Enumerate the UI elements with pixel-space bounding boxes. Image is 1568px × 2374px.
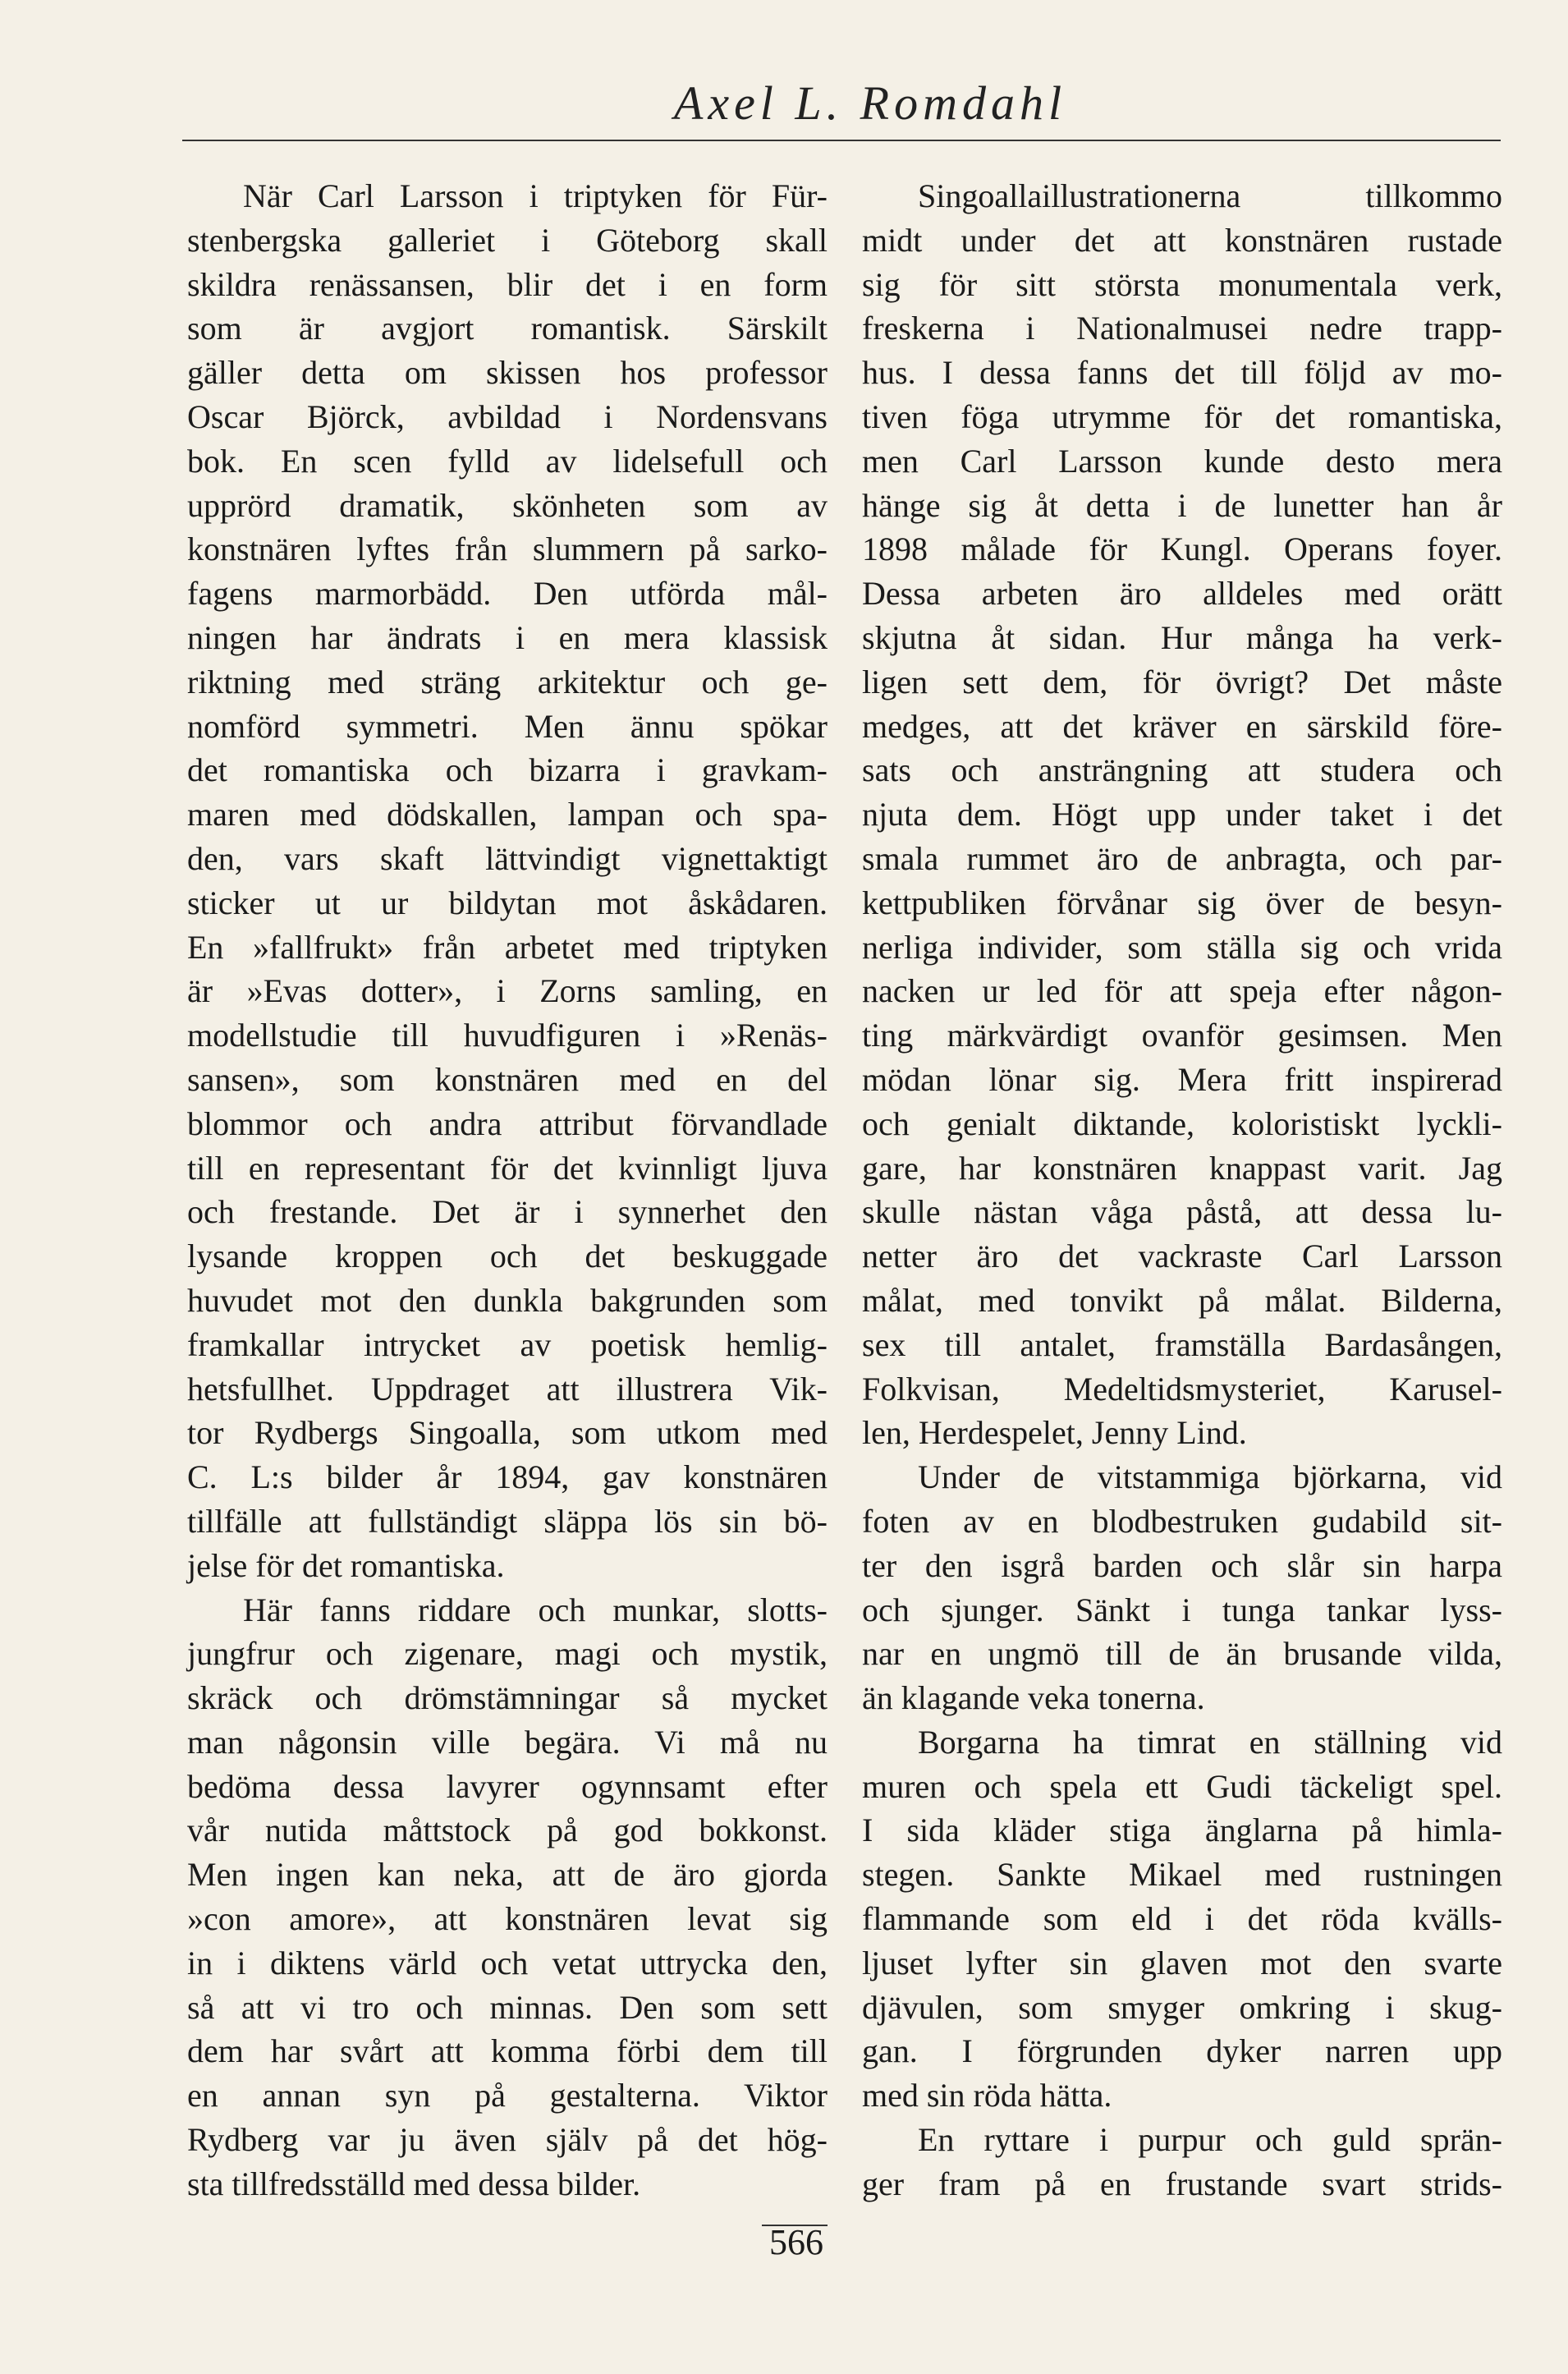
text-line: nar en ungmö till de än brusande vilda,: [862, 1635, 1502, 1673]
text-line: så att vi tro och minnas. Den som sett: [187, 1988, 828, 2026]
text-line: len, Herdespelet, Jenny Lind.: [862, 1414, 1247, 1452]
running-header: Axel L. Romdahl: [673, 76, 1067, 130]
text-line: blommor och andra attribut förvandlade: [187, 1104, 828, 1142]
text-line: tor Rydbergs Singoalla, som utkom med: [187, 1414, 828, 1452]
text-line: och sjunger. Sänkt i tunga tankar lyss-: [862, 1591, 1502, 1628]
text-line: lysande kroppen och det beskuggade: [187, 1238, 828, 1275]
text-line: ger fram på en frustande svart strids-: [862, 2165, 1502, 2202]
text-line: modellstudie till huvudfiguren i »Renäs-: [187, 1017, 828, 1054]
text-line: bok. En scen fylld av lidelsefull och: [187, 442, 828, 480]
text-line: den, vars skaft lättvindigt vignettaktigt: [187, 839, 828, 877]
text-line: C. L:s bilder år 1894, gav konstnären: [187, 1458, 828, 1496]
page-number: 566: [769, 2222, 823, 2262]
text-line: När Carl Larsson i triptyken för Für-: [243, 177, 828, 214]
text-line: hänge sig åt detta i de lunetter han år: [862, 486, 1502, 524]
text-line: tillfälle att fullständigt släppa lös sin bö-: [187, 1502, 828, 1540]
text-line: och genialt diktande, koloristiskt lyckli-: [862, 1104, 1502, 1142]
text-line: ter den isgrå barden och slår sin harpa: [862, 1546, 1502, 1584]
text-line: Singoallaillustrationerna tillkommo: [918, 177, 1502, 214]
left-column: [187, 174, 828, 2206]
text-line: Men ingen kan neka, att de äro gjorda: [187, 1856, 828, 1894]
text-line: sticker ut ur bildytan mot åskådaren.: [187, 884, 828, 921]
text-line: djävulen, som smyger omkring i skug-: [862, 1988, 1502, 2026]
text-line: muren och spela ett Gudi täckeligt spel.: [862, 1767, 1502, 1805]
text-line: flammande som eld i det röda kvälls-: [862, 1900, 1502, 1938]
text-line: I sida kläder stiga änglarna på himla-: [862, 1811, 1502, 1849]
text-line: Dessa arbeten äro alldeles med orätt: [862, 575, 1502, 613]
text-line: gäller detta om skissen hos professor: [187, 354, 828, 392]
text-line: som är avgjort romantisk. Särskilt: [187, 310, 828, 347]
text-line: smala rummet äro de anbragta, och par-: [862, 839, 1502, 877]
text-line: skräck och drömstämningar så mycket: [187, 1679, 828, 1717]
text-line: freskerna i Nationalmusei nedre trapp-: [862, 310, 1502, 347]
text-line: sex till antalet, framställa Bardasången,: [862, 1325, 1502, 1363]
text-line: hetsfullhet. Uppdraget att illustrera Vik-: [187, 1370, 828, 1407]
text-line: hus. I dessa fanns det till följd av mo-: [862, 354, 1502, 392]
text-line: riktning med sträng arkitektur och ge-: [187, 663, 828, 700]
text-line: Folkvisan, Medeltidsmysteriet, Karusel-: [862, 1370, 1502, 1407]
text-line: En »fallfrukt» från arbetet med triptyken: [187, 928, 828, 966]
text-line: Rydberg var ju även själv på det hög-: [187, 2121, 828, 2159]
text-line: är »Evas dotter», i Zorns samling, en: [187, 972, 828, 1010]
text-line: skildra renässansen, blir det i en form: [187, 265, 828, 303]
text-line: nerliga individer, som ställa sig och vrida: [862, 928, 1502, 966]
text-line: en annan syn på gestalterna. Viktor: [187, 2077, 828, 2115]
text-line: konstnären lyftes från slummern på sarko-: [187, 530, 828, 568]
text-line: Oscar Björck, avbildad i Nordensvans: [187, 397, 828, 435]
text-line: ljuset lyfter sin glaven mot den svarte: [862, 1944, 1502, 1981]
text-line: Borgarna ha timrat en ställning vid: [918, 1723, 1502, 1761]
text-line: jelse för det romantiska.: [187, 1546, 505, 1584]
text-line: En ryttare i purpur och guld sprän-: [918, 2121, 1502, 2159]
text-line: ningen har ändrats i en mera klassisk: [187, 618, 828, 656]
text-line: tiven föga utrymme för det romantiska,: [862, 397, 1502, 435]
text-line: njuta dem. Högt upp under taket i det: [862, 796, 1502, 833]
text-line: skjutna åt sidan. Hur många ha verk-: [862, 618, 1502, 656]
text-line: nomförd symmetri. Men ännu spökar: [187, 707, 828, 745]
text-line: till en representant för det kvinnligt ljuva: [187, 1149, 828, 1187]
text-line: »con amore», att konstnären levat sig: [187, 1900, 828, 1938]
text-line: dem har svårt att komma förbi dem till: [187, 2032, 828, 2070]
text-line: Under de vitstammiga björkarna, vid: [918, 1458, 1502, 1496]
text-line: skulle nästan våga påstå, att dessa lu-: [862, 1193, 1502, 1231]
text-line: kettpubliken förvånar sig över de besyn-: [862, 884, 1502, 921]
text-line: bedöma dessa lavyrer ogynnsamt efter: [187, 1767, 828, 1805]
text-line: maren med dödskallen, lampan och spa-: [187, 796, 828, 833]
text-line: in i diktens värld och vetat uttrycka den,: [187, 1944, 828, 1981]
text-line: foten av en blodbestruken gudabild sit-: [862, 1502, 1502, 1540]
text-line: sta tillfredsställd med dessa bilder.: [187, 2165, 641, 2202]
text-line: med sin röda hätta.: [862, 2077, 1112, 2115]
text-line: stegen. Sankte Mikael med rustningen: [862, 1856, 1502, 1894]
text-line: vår nutida måttstock på god bokkonst.: [187, 1811, 828, 1849]
text-line: medges, att det kräver en särskild före-: [862, 707, 1502, 745]
text-line: huvudet mot den dunkla bakgrunden som: [187, 1281, 828, 1319]
text-line: nacken ur led för att speja efter någon-: [862, 972, 1502, 1010]
text-line: midt under det att konstnären rustade: [862, 221, 1502, 259]
text-line: 1898 målade för Kungl. Operans foyer.: [862, 530, 1502, 568]
text-line: jungfrur och zigenare, magi och mystik,: [187, 1635, 828, 1673]
text-line: målat, med tonvikt på målat. Bilderna,: [862, 1281, 1502, 1319]
text-line: sansen», som konstnären med en del: [187, 1060, 828, 1098]
text-line: än klagande veka tonerna.: [862, 1679, 1205, 1717]
text-line: Här fanns riddare och munkar, slotts-: [243, 1591, 828, 1628]
text-line: upprörd dramatik, skönheten som av: [187, 486, 828, 524]
text-line: ting märkvärdigt ovanför gesimsen. Men: [862, 1017, 1502, 1054]
text-line: mödan lönar sig. Mera fritt inspirerad: [862, 1060, 1502, 1098]
text-line: men Carl Larsson kunde desto mera: [862, 442, 1502, 480]
text-line: sig för sitt största monumentala verk,: [862, 265, 1502, 303]
text-line: man någonsin ville begära. Vi må nu: [187, 1723, 828, 1761]
text-line: ligen sett dem, för övrigt? Det måste: [862, 663, 1502, 700]
text-line: fagens marmorbädd. Den utförda mål-: [187, 575, 828, 613]
right-column: [862, 174, 1502, 2206]
text-line: och frestande. Det är i synnerhet den: [187, 1193, 828, 1231]
text-line: stenbergska galleriet i Göteborg skall: [187, 221, 828, 259]
text-line: sats och ansträngning att studera och: [862, 751, 1502, 789]
text-line: framkallar intrycket av poetisk hemlig-: [187, 1325, 828, 1363]
text-line: det romantiska och bizarra i gravkam-: [187, 751, 828, 789]
text-line: netter äro det vackraste Carl Larsson: [862, 1238, 1502, 1275]
text-line: gan. I förgrunden dyker narren upp: [862, 2032, 1502, 2070]
header-rule: [182, 140, 1501, 141]
text-line: gare, har konstnären knappast varit. Jag: [862, 1149, 1502, 1187]
